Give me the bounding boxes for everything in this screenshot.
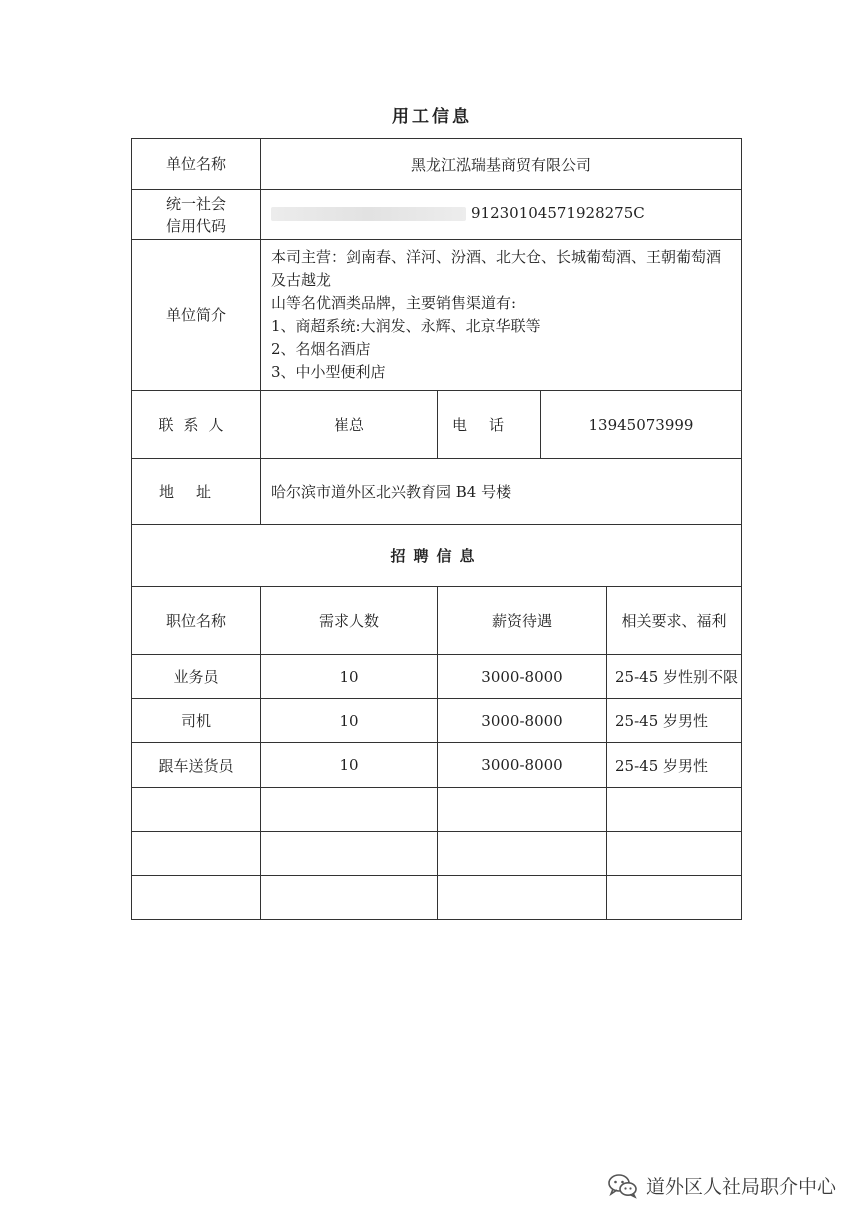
header-salary: 薪资待遇: [438, 587, 607, 655]
recruitment-section-title: 招聘信息: [132, 525, 742, 587]
cell-salary: [438, 832, 607, 876]
phone-label: 电话: [438, 391, 541, 459]
table-row: [132, 788, 742, 832]
header-requirements: 相关要求、福利: [607, 587, 742, 655]
watermark-text: 道外区人社局职介中心: [645, 1176, 836, 1198]
cell-position: [132, 788, 261, 832]
cell-position: 跟车送货员: [132, 743, 261, 788]
wechat-icon: [608, 1173, 638, 1199]
address-row: [132, 459, 742, 525]
table-row: [132, 655, 742, 699]
cell-headcount: [261, 876, 438, 920]
company-intro-row: [132, 240, 742, 391]
credit-code-label: [132, 190, 261, 240]
cell-requirements: 25-45 岁男性: [607, 743, 742, 788]
cell-salary: [438, 788, 607, 832]
cell-headcount: [261, 788, 438, 832]
cell-salary: [438, 876, 607, 920]
intro-line: 1、商超系统:大润发、永辉、北京华联等: [271, 317, 541, 335]
contact-value: 崔总: [261, 391, 438, 459]
credit-code-row: [132, 190, 742, 240]
header-position: 职位名称: [132, 587, 261, 655]
company-name-row: [132, 139, 742, 190]
company-intro-value: [261, 240, 742, 391]
cell-requirements: [607, 876, 742, 920]
table-row: [132, 876, 742, 920]
intro-line: 2、名烟名酒店: [271, 340, 371, 358]
company-name-value: 黑龙江泓瑞基商贸有限公司: [261, 139, 742, 190]
cell-position: 业务员: [132, 655, 261, 699]
cell-requirements: [607, 788, 742, 832]
address-value: 哈尔滨市道外区北兴教育园 B4 号楼: [261, 459, 742, 525]
contact-label: 联系人: [132, 391, 261, 459]
company-intro-label: 单位简介: [132, 240, 261, 391]
credit-code-label-line1: 统一社会: [165, 194, 226, 213]
cell-requirements: [607, 832, 742, 876]
recruitment-section-row: [132, 525, 742, 587]
contact-row: [132, 391, 742, 459]
redacted-blur: [271, 207, 466, 221]
cell-headcount: 10: [261, 655, 438, 699]
wechat-watermark: [608, 1172, 836, 1199]
table-row: [132, 743, 742, 788]
cell-requirements: 25-45 岁性别不限: [607, 655, 742, 699]
cell-headcount: 10: [261, 743, 438, 788]
table-row: [132, 699, 742, 743]
cell-headcount: [261, 832, 438, 876]
cell-headcount: 10: [261, 699, 438, 743]
cell-salary: 3000-8000: [438, 699, 607, 743]
phone-value: 13945073999: [541, 391, 742, 459]
credit-code-value: 91230104571928275C: [471, 204, 645, 222]
company-name-label: 单位名称: [132, 139, 261, 190]
table-row: [132, 832, 742, 876]
employment-form-table: [131, 138, 742, 920]
cell-requirements: 25-45 岁男性: [607, 699, 742, 743]
cell-salary: 3000-8000: [438, 743, 607, 788]
header-headcount: 需求人数: [261, 587, 438, 655]
intro-line: 3、中小型便利店: [271, 363, 386, 381]
recruitment-header-row: [132, 587, 742, 655]
cell-position: [132, 876, 261, 920]
cell-position: [132, 832, 261, 876]
intro-line: 山等名优酒类品牌，主要销售渠道有:: [271, 294, 517, 312]
cell-position: 司机: [132, 699, 261, 743]
credit-code-cell: [261, 190, 742, 240]
address-label: 地址: [132, 459, 261, 525]
cell-salary: 3000-8000: [438, 655, 607, 699]
page-title: 用工信息: [392, 107, 472, 127]
intro-line: 本司主营：剑南春、洋河、汾酒、北大仓、长城葡萄酒、王朝葡萄酒及古越龙: [271, 248, 722, 289]
credit-code-label-line2: 信用代码: [165, 216, 226, 235]
